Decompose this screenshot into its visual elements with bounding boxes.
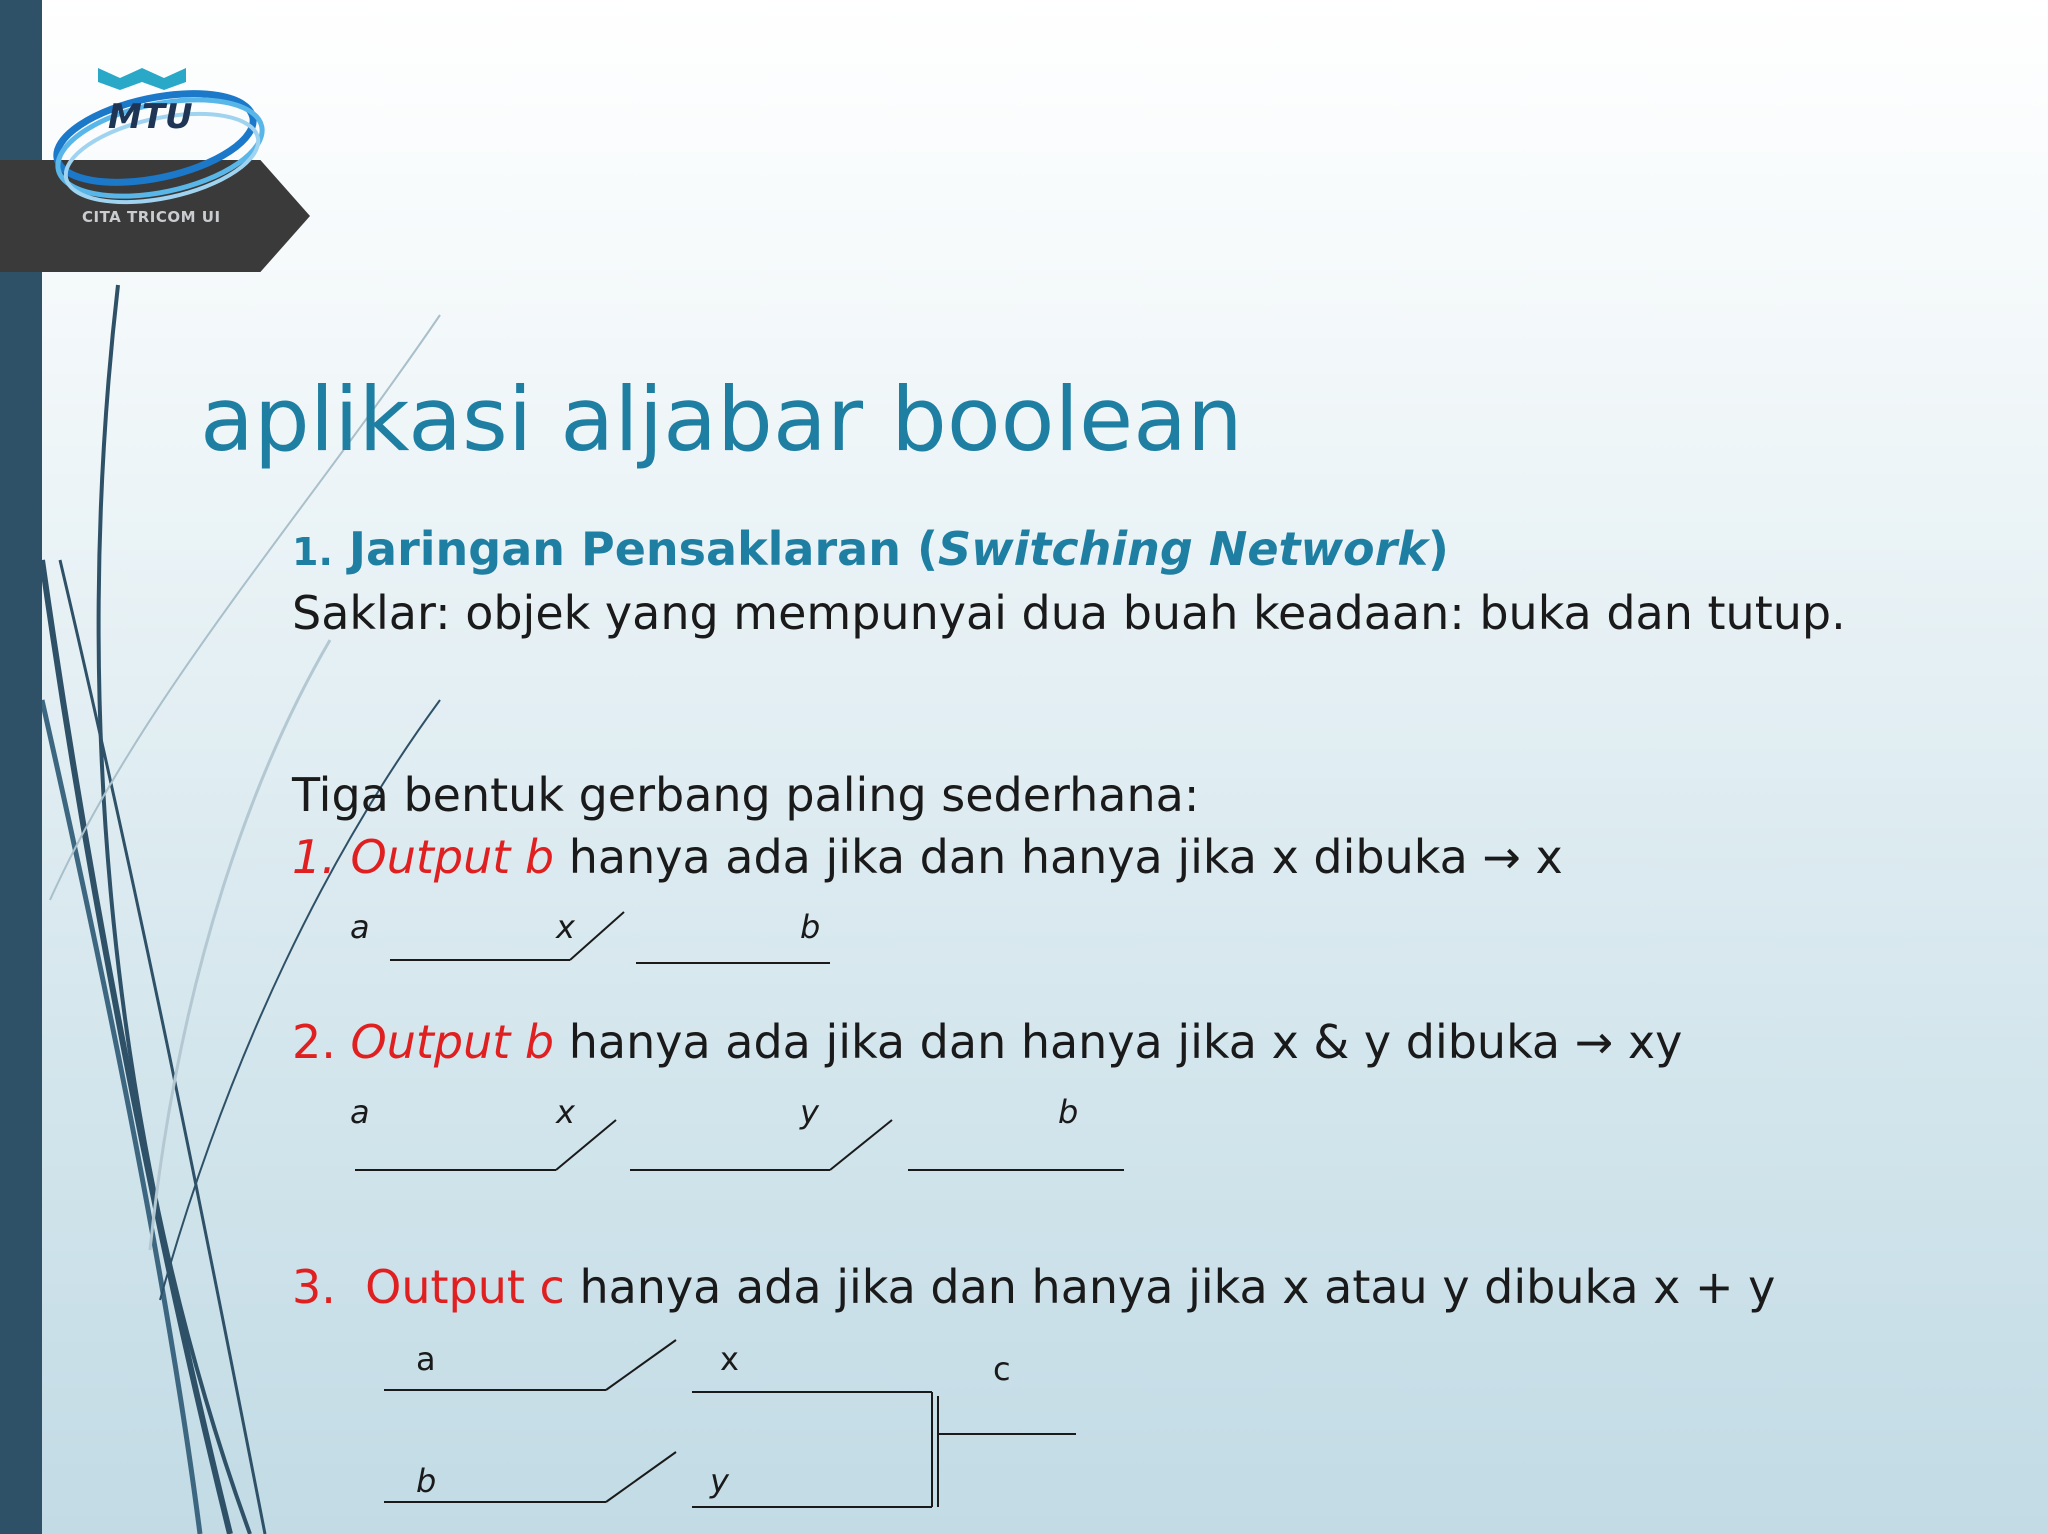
item-3-label-c: c [993, 1350, 1011, 1388]
item-2-label-a: a [350, 1093, 370, 1131]
item-3-switch-a [606, 1340, 676, 1390]
item-2-label-b: b [1058, 1093, 1079, 1131]
intro-text: Tiga bentuk gerbang paling sederhana: [292, 768, 1200, 822]
item-1-output: Output b [350, 830, 555, 884]
svg-text:MTU: MTU [108, 97, 193, 137]
item-3-number: 3. [292, 1260, 336, 1314]
item-1-switch-x [570, 912, 624, 960]
slide-title: aplikasi aljabar boolean [200, 368, 1243, 471]
item-3-output: Output c [365, 1260, 565, 1314]
item-1-rest: hanya ada jika dan hanya jika x dibuka → x [554, 830, 1563, 884]
item-2-switch-x [556, 1120, 616, 1170]
item-3-label-a: a [416, 1340, 436, 1378]
item-3-label-y: y [710, 1462, 729, 1500]
item-3-label-b: b [416, 1462, 437, 1500]
item-1-label-x: x [556, 908, 575, 946]
item-2-label-x: x [556, 1093, 575, 1131]
item-2-rest: hanya ada jika dan hanya jika x & y dibuka → xy [554, 1015, 1683, 1069]
section-heading-post: ) [1427, 522, 1449, 576]
section-heading-pre: Jaringan Pensaklaran ( [348, 522, 938, 576]
item-3-switch-b [606, 1452, 676, 1502]
item-2-output: Output b [350, 1015, 555, 1069]
switch-definition: Saklar: objek yang mempunyai dua buah keadaan: buka dan tutup. [292, 586, 1846, 640]
section-number: 1. [292, 530, 333, 574]
item-2-switch-y [830, 1120, 892, 1170]
section-heading-italic: Switching Network [938, 522, 1428, 576]
item-2-label-y: y [800, 1093, 819, 1131]
item-1-label-a: a [350, 908, 370, 946]
logo-strap-text: CITA TRICOM UI [82, 208, 221, 226]
item-3-label-x: x [720, 1340, 739, 1378]
item-2-number: 2. [292, 1015, 336, 1069]
item-1-number: 1. [292, 830, 336, 884]
item-1-label-b: b [800, 908, 821, 946]
item-3-rest: hanya ada jika dan hanya jika x atau y dibuka x + y [564, 1260, 1776, 1314]
